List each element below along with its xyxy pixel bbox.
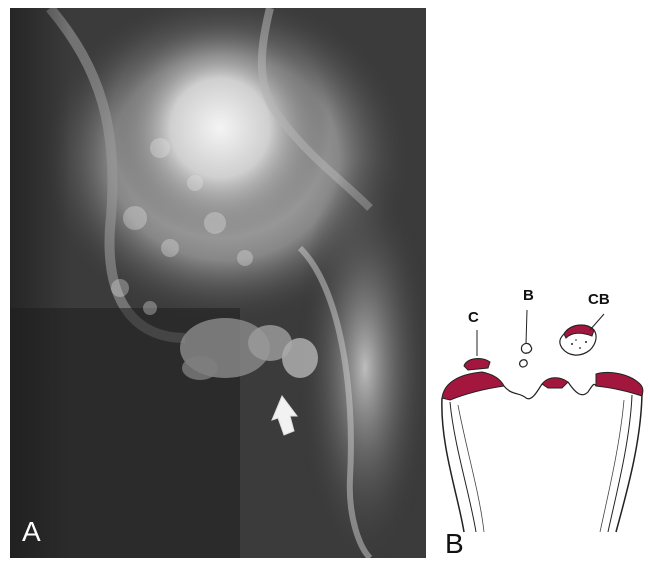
callout-b: B [523,287,534,304]
callout-cb: CB [588,291,610,308]
hip-radiograph [10,8,426,558]
callout-c: C [468,309,479,326]
schematic-panel [430,270,650,566]
panel-label-a: A [22,516,41,547]
radiograph-panel [10,8,426,558]
panel-label-b: B [445,528,464,559]
joint-schematic [430,270,650,566]
